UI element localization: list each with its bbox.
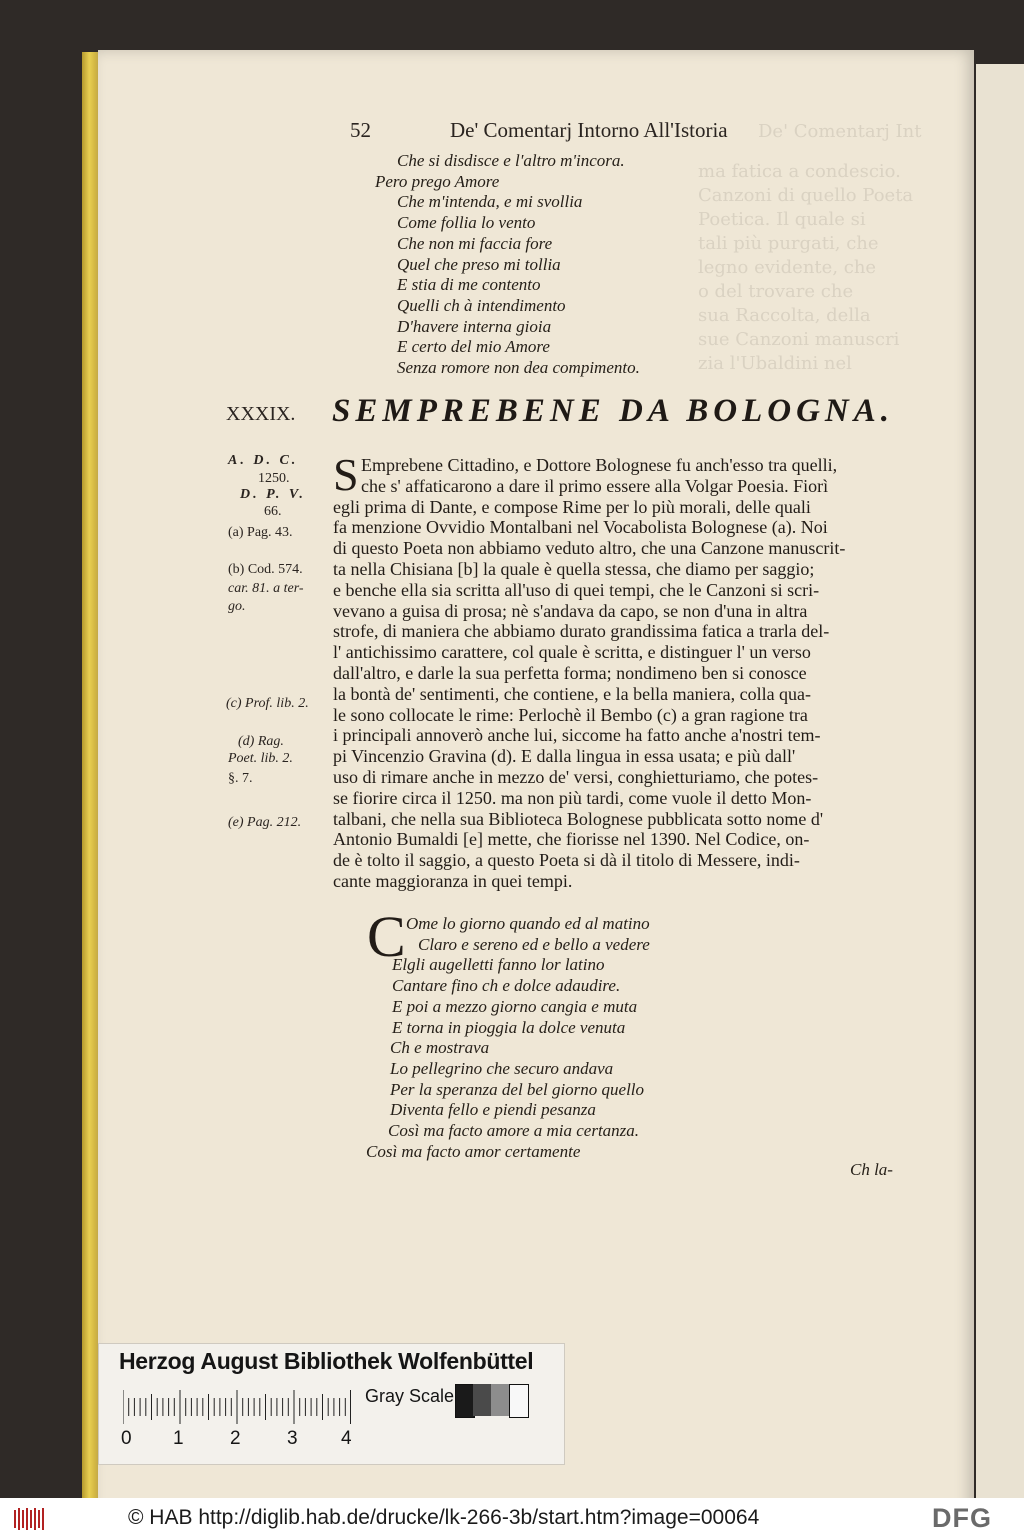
gray-swatch-mid <box>491 1384 509 1416</box>
body-line: pi Vincenzio Gravina (d). E dalla lingua in essa usata; e più dall' <box>333 746 796 767</box>
margin-note-d: (d) Rag. <box>238 734 284 749</box>
body-text <box>333 455 937 892</box>
bleed-through-text: ma fatica a condescio. Canzoni di quello Poeta Poetica. Il quale si tali più purgati, che legno evidente, che o del trovare che sua Raccolta, della sue Canzoni manuscri zia l'Ubaldini nel <box>698 161 914 374</box>
margin-note-b: car. 81. a ter- <box>228 581 304 596</box>
margin-note-b: (b) Cod. 574. <box>228 562 303 577</box>
body-line: fa menzione Ovvidio Montalbani nel Vocabolista Bolognese (a). Noi <box>333 517 828 538</box>
footer-bar <box>0 1498 1024 1538</box>
verse-line: Pero prego Amore <box>375 171 500 191</box>
gray-scale-label: Gray Scale <box>365 1386 455 1406</box>
verse-line: E certo del mio Amore <box>397 337 550 357</box>
verse-line: Come follia lo vento <box>397 213 536 233</box>
body-line: Antonio Bumaldi [e] mette, che fiorisse nel 1390. Nel Codice, on- <box>333 829 810 850</box>
body-line: le sono collocate le rime: Perlochè il Bembo (c) a gran ragione tra <box>333 704 808 725</box>
verse-line: Che si disdisce e l'altro m'incora. <box>397 151 625 170</box>
gray-swatch-white <box>509 1384 529 1418</box>
body-line: e benche ella sia scritta all'uso di quei tempi, che le Canzoni si scri- <box>333 579 820 600</box>
margin-date: D. P. V. <box>240 487 306 502</box>
verse-line: Cantare fino ch e dolce adaudire. <box>392 976 621 996</box>
body-line: l' antichissimo carattere, col quale è scritta, e distinguer l' un verso <box>333 642 811 663</box>
bleed-through-text: De' Comentarj Int <box>758 121 922 142</box>
body-line: strofe, di maniera che abbiamo durato grandissima fatica a trarla del- <box>333 621 830 642</box>
verse-line: Quelli ch à intendimento <box>397 295 566 315</box>
verse-line: Così ma facto amor certamente <box>366 1141 581 1161</box>
body-line: talbani, che nella sua Biblioteca Bolognese pubblicata sotto nome d' <box>333 808 824 829</box>
verse-line: E stia di me contento <box>397 275 541 295</box>
library-name: Herzog August Bibliothek Wolfenbüttel <box>119 1348 534 1374</box>
verse-line: Elgli augelletti fanno lor latino <box>392 955 605 975</box>
body-line: ta nella Chisiana [b] la quale è quella stessa, che diamo per saggio; <box>333 558 815 579</box>
margin-date: 66. <box>264 504 282 519</box>
body-line: se fiorire circa il 1250. ma non più tardi, come vuole il detto Mon- <box>333 787 812 808</box>
margin-note-d: §. 7. <box>228 771 253 786</box>
body-line: egli prima di Dante, e compose Rime per lo più morali, delle quali <box>333 496 811 517</box>
verse-top <box>375 151 640 379</box>
margin-note-b: go. <box>228 599 246 614</box>
ruler-number: 4 <box>341 1428 352 1449</box>
page-number: 52 <box>350 118 371 142</box>
margin-note-c: (c) Prof. lib. 2. <box>226 696 309 711</box>
body-line: uso di rimare anche in mezzo de' versi, conghietturiamo, che potes- <box>333 766 819 787</box>
verse-line: Quel che preso mi tollia <box>397 254 561 274</box>
running-head <box>350 118 728 143</box>
ruler-number: 0 <box>121 1428 132 1449</box>
verse-line: Lo pellegrino che securo andava <box>390 1058 614 1078</box>
drop-cap: S <box>333 449 359 500</box>
ruler-number: 2 <box>230 1428 241 1449</box>
body-line: cante maggioranza in quei tempi. <box>333 870 573 891</box>
running-title: De' Comentarj Intorno All'Istoria <box>450 118 728 142</box>
ruler-number: 3 <box>287 1428 298 1449</box>
body-line: di questo Poeta non abbiamo veduto altro, che una Canzone manuscrit- <box>333 538 846 559</box>
gray-swatch-dark <box>473 1384 491 1416</box>
body-line: vevano a guisa di prosa; nè s'andava da capo, se non d'una in altra <box>333 600 808 621</box>
catchword: Ch la- <box>850 1160 893 1179</box>
ruler-ticks <box>123 1390 351 1424</box>
margin-note-d: Poet. lib. 2. <box>228 751 293 766</box>
margin-date: A. D. C. <box>228 453 299 468</box>
dfg-logo: DFG <box>932 1503 992 1533</box>
body-line: che s' affaticarono a dare il primo essere alla Volgar Poesia. Fiorì <box>361 475 829 496</box>
verse-line: Per la speranza del bel giorno quello <box>390 1079 645 1099</box>
verse-line: E poi a mezzo giorno cangia e muta <box>392 996 638 1016</box>
verse-line: Senza romore non dea compimento. <box>397 358 640 378</box>
body-line: de è tolto il saggio, a questo Poeta si dà il titolo di Messere, indi- <box>333 850 800 871</box>
body-line: i principali annoverò anche lui, siccome ha fatto anche a'nostri tem- <box>333 725 821 746</box>
gray-swatch-black <box>455 1384 475 1418</box>
verse-line: Diventa fello e piendi pesanza <box>390 1100 596 1120</box>
verse-line: Che non mi faccia fore <box>397 233 553 253</box>
section-title: SEMPREBENE DA BOLOGNA. <box>332 393 895 429</box>
body-line: la bontà de' sentimenti, che contiene, e la bella maniera, colla qua- <box>333 683 812 704</box>
margin-note-e: (e) Pag. 212. <box>228 815 302 830</box>
verse-line: Così ma facto amore a mia certanza. <box>388 1121 640 1141</box>
body-line: Emprebene Cittadino, e Dottore Bolognese fu anch'esso tra quelli, <box>361 455 838 475</box>
verse-line: D'havere interna gioia <box>397 316 552 336</box>
verse-line: Ch e mostrava <box>390 1038 490 1058</box>
margin-note-a: (a) Pag. 43. <box>228 525 293 540</box>
hab-logo-icon <box>12 1506 46 1532</box>
body-line: dall'altro, e darle la sua perfetta forma; nondimeno ben si conosce <box>333 662 807 683</box>
ruler-number: 1 <box>173 1428 184 1449</box>
margin-date: 1250. <box>258 471 290 486</box>
color-scale-card <box>98 1343 565 1465</box>
source-link[interactable]: © HAB http://diglib.hab.de/drucke/lk-266-3b/start.htm?image=00064 <box>128 1506 760 1529</box>
verse-line: Claro e sereno ed e bello a vedere <box>418 934 650 954</box>
canzone <box>366 914 650 1162</box>
verse-line: E torna in pioggia la dolce venuta <box>392 1017 626 1037</box>
facing-page-edge <box>976 64 1024 1498</box>
drop-cap: C <box>367 904 406 969</box>
verse-line: Che m'intenda, e mi svollia <box>397 192 583 212</box>
verse-line: Ome lo giorno quando ed al matino <box>406 914 650 933</box>
section-number: XXXIX. <box>226 403 296 425</box>
